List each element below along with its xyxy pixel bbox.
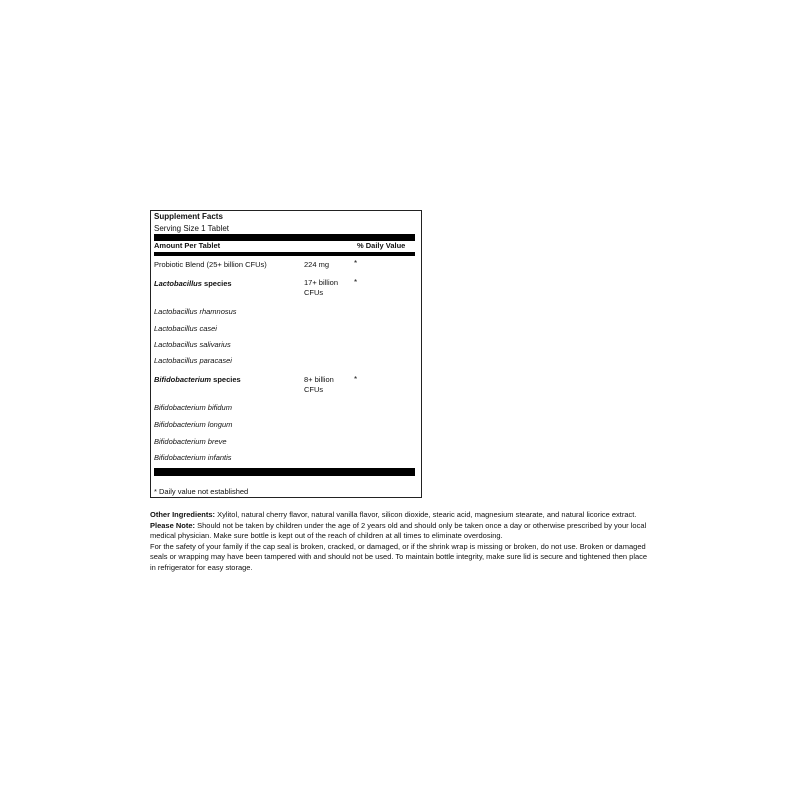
dv-lactobacillus: * [354,278,358,287]
row-b-infantis: Bifidobacterium infantis [154,453,232,462]
amount-lactobacillus: 17+ billion CFUs [304,278,338,297]
bifidobacterium-genus: Bifidobacterium [154,375,212,384]
please-note-label: Please Note: [150,520,196,530]
amount-bifidobacterium: 8+ billion CFUs [304,375,334,394]
amount-per-tablet-header: Amount Per Tablet [154,241,221,250]
row-l-casei: Lactobacillus casei [154,324,217,333]
serving-size: Serving Size 1 Tablet [154,224,230,233]
other-ingredients [150,510,650,521]
row-l-paracasei: Lactobacillus paracasei [154,356,232,365]
safety-note: For the safety of your family if the cap seal is broken, cracked, or damaged, or if the shrink wrap is missing or broken, do not use. Broken or damaged seals or wrapping may have been tampered with and should not be used. To maintain bottle integrity, make sure lid is secure and tightened then place in refrigerator for easy storage. [150,541,648,572]
row-b-longum: Bifidobacterium longum [154,420,233,429]
dv-bifidobacterium: * [354,375,358,384]
label-notes [150,510,650,574]
row-probiotic-blend: Probiotic Blend (25+ billion CFUs) [154,260,267,269]
lactobacillus-genus: Lactobacillus [154,279,202,288]
bifidobacterium-species-label: species [211,375,241,384]
amount-probiotic-blend: 224 mg [304,260,330,269]
row-b-breve: Bifidobacterium breve [154,437,227,446]
other-ingredients-text: Xylitol, natural cherry flavor, natural vanilla flavor, silicon dioxide, stearic acid, magnesium stearate, and natural licorice extract. [215,510,637,519]
row-b-bifidum: Bifidobacterium bifidum [154,403,232,412]
daily-value-header: % Daily Value [357,241,406,250]
row-lactobacillus-species [154,279,232,288]
other-ingredients-label: Other Ingredients: [150,510,216,519]
thick-divider [154,234,415,241]
row-bifidobacterium-species [154,375,241,384]
row-l-rhamnosus: Lactobacillus rhamnosus [154,307,237,316]
row-l-salivarius: Lactobacillus salivarius [154,340,231,349]
footnote: * Daily value not established [154,487,249,496]
please-note-text: Should not be taken by children under the age of 2 years old and should only be taken once a day or otherwise prescribed by your local medical physician. Make sure bottle is kept out of the reach of children at all times to eliminate overdosing. [150,520,647,541]
lactobacillus-species-label: species [201,279,232,288]
dv-probiotic-blend: * [354,259,358,268]
bottom-thick-divider [154,468,415,476]
please-note [150,521,650,542]
medium-divider [154,252,415,256]
panel-title: Supplement Facts [154,212,223,221]
supplement-facts-panel [150,210,422,498]
